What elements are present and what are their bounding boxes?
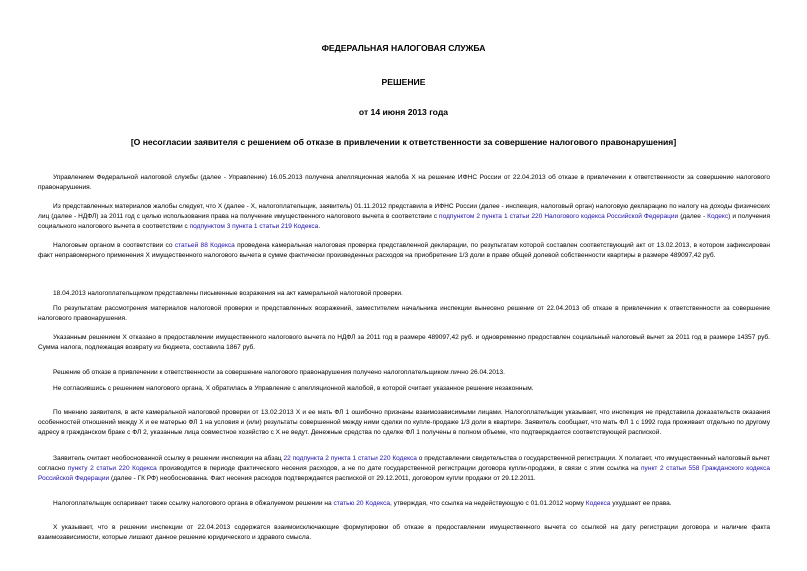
paragraph-registration-reference: [38, 454, 770, 485]
paragraph-objections: 18.04.2013 налогоплательщиком представлены письменные возражения на акт камеральной налоговой проверки.: [53, 289, 403, 297]
paragraph-decision-issued: По результатам рассмотрения материалов налоговой проверки и представленных возражений, заместителем начальника инспекции вынесено решение от 22.04.2013 об отказе в привлечении к ответственности за совершение налогового правонарушения.: [38, 304, 770, 322]
paragraph-declaration: [38, 202, 770, 233]
paragraph-text: производится в периоде фактического несения расходов, а не по дате государственной регистрации договора купли-продажи, в связи с этим ссылка на: [156, 464, 642, 472]
paragraph-interdependence: По мнению заявителя, в акте камеральной налоговой проверки от 13.02.2013 Х и ее мать ФЛ 1 ошибочно признаны взаимозависимыми лицами. Налогоплательщик указывает, что инспекция не представила доказательств оказания особенностей отношений между Х и ее матерью ФЛ 1 на условия и (или) результаты совершенной между ними сделки по купле-продаже 1/3 доли в квартире. Заявитель сообщает, что мать ФЛ 1 с 1992 года проживает отдельно по другому адресу в гражданском браке с ФЛ 2, указанные лица совместное хозяйство с Х не ведут. Денежные средства по сделке ФЛ 1 получены в полном объеме, что подтверждается соответствующей распиской.: [38, 408, 770, 437]
paragraph-text: Налогоплательщик оспаривает также ссылку налогового органа в обжалуемом решении на: [53, 499, 334, 507]
paragraph-text: Налоговым органом в соответствии со: [53, 241, 175, 249]
paragraph-text: ухудшает ее права.: [610, 499, 672, 507]
link-code[interactable]: Кодекса: [585, 499, 611, 507]
paragraph-decision-received: Решение об отказе в привлечении к ответственности за совершение налогового правонарушения получено налогоплательщиком лично 26.04.2013.: [53, 368, 505, 376]
paragraph-text: (далее -: [678, 212, 708, 220]
paragraph-text: .: [318, 223, 321, 231]
paragraph-article-20: [38, 499, 770, 509]
link-article-220-2[interactable]: пункту 2 статьи 220 Кодекса: [67, 464, 157, 472]
paragraph-contradictions: Х указывает, что в решении инспекции от 22.04.2013 содержатся взаимоисключающие формулировки об отказе в предоставлении имущественного вычета со ссылкой на дату регистрации договора и наличие факта взаимозависимости, которые лишают данное решение юридического и здравого смысла.: [38, 523, 770, 541]
paragraph-desk-audit: [38, 241, 770, 262]
document-date: от 14 июня 2013 года: [358, 107, 449, 117]
link-article-20[interactable]: статью 20 Кодекса: [333, 499, 391, 507]
agency-title: ФЕДЕРАЛЬНАЯ НАЛОГОВАЯ СЛУЖБА: [321, 43, 486, 53]
paragraph-text: о представлении свидетельства о государственной регистрации. Х полагает, что имущественный налоговый вычет согласно: [38, 454, 770, 472]
link-civil-code-558[interactable]: пункт 2 статьи 558 Гражданского кодекса Российской Федерации: [38, 464, 771, 483]
paragraph-text: , утверждая, что ссылка на недействующую с 01.01.2012 норму: [390, 499, 586, 507]
paragraph-text: Заявитель считает необоснованной ссылку в решении инспекции на абзац: [53, 454, 284, 462]
paragraph-text: (далее - ГК РФ) необоснованна. Факт несения расходов подтверждается распиской от 29.12.2011, договором купли продажи от 29.12.2011.: [109, 475, 536, 483]
paragraph-text: Из представленных материалов жалобы следует, что Х (далее - Х, налогоплательщик, заявитель) 01.11.2012 представила в ИФНС России (далее - инспекция, налоговый орган) налоговую декларацию по налогу на доходы физических лиц (далее - НДФЛ) за 2011 год с целью использования права на получение имущественного налогового вычета в соответствии с: [38, 202, 770, 220]
paragraph-text: ) и получения социального налогового вычета в соответствии с: [38, 212, 771, 231]
link-article-220-1-2[interactable]: подпунктом 2 пункта 1 статьи 220 Налогового кодекса Российской Федерации: [439, 212, 679, 220]
link-article-219-1-3[interactable]: подпунктом 3 пункта 1 статьи 219 Кодекса: [189, 223, 319, 231]
link-article-220-22[interactable]: 22 подпункта 2 пункта 1 статьи 220 Кодекса: [283, 454, 417, 462]
document-subject: [О несогласии заявителя с решением об отказе в привлечении к ответственности за совершение налогового правонарушения]: [130, 137, 677, 147]
paragraph-deduction-refused: Указанным решением Х отказано в предоставлении имущественного налогового вычета по НДФЛ за 2011 год в размере 489097,42 руб. и одновременно предоставлен социальный налоговый вычет за 2011 год в размере 14357 руб. Сумма налога, подлежащая возврату из бюджета, составила 1867 руб.: [38, 333, 770, 351]
link-code[interactable]: Кодекс: [707, 212, 729, 220]
paragraph-appeal-filed: Не согласившись с решением налогового органа, Х обратилась в Управление с апелляционной жалобой, в которой считает указанное решение незаконным.: [53, 384, 534, 392]
link-article-88[interactable]: статьей 88 Кодекса: [174, 241, 235, 249]
paragraph-appeal-received: Управлением Федеральной налоговой службы (далее - Управление) 16.05.2013 получена апелляционная жалоба Х на решение ИФНС России от 22.04.2013 об отказе в привлечении к ответственности за совершение налогового правонарушения.: [38, 173, 770, 191]
paragraph-text: проведена камеральная налоговая проверка представленной декларации, по результатам которой составлен соответствующий акт от 13.02.2013, в котором зафиксирован факт неправомерного применения Х имущественного налогового вычета в сумме фактически произведенных расходов на приобретение 1/3 доли в праве общей долевой собственности квартиры в размере 489097,42 руб.: [38, 241, 771, 259]
document-type: РЕШЕНИЕ: [381, 77, 426, 87]
